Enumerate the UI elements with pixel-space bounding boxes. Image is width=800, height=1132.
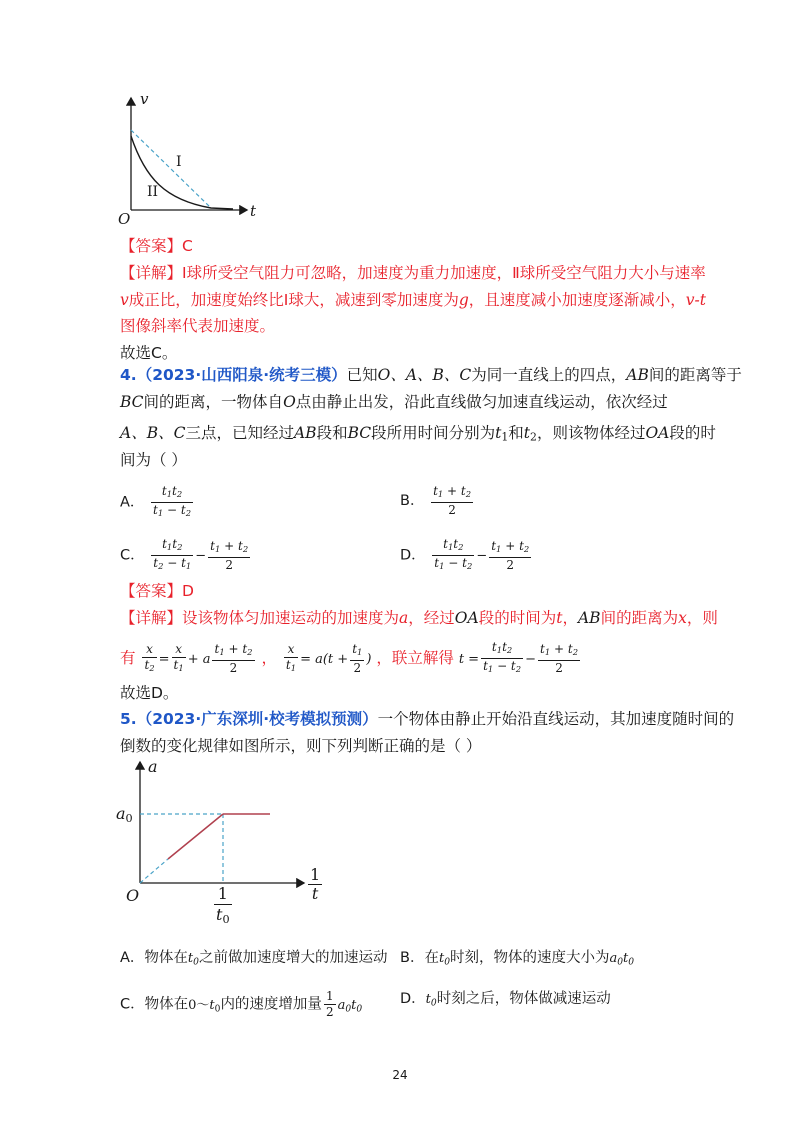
option-4D[interactable]: D． $\frac{t_1t_2}{t_1 - t_2}$ − $\frac{t_1 + t_2}{2}$: [400, 537, 533, 574]
detail-3-text-1: Ⅰ球所受空气阻力可忽略，加速度为重力加速度，Ⅱ球所受空气阻力大小与速率: [182, 264, 706, 282]
q4-sub: 2: [530, 430, 537, 444]
formula: $\frac{t_1t_2}{t_2 - t_1}$: [153, 537, 192, 572]
a0-letter: a: [116, 804, 126, 823]
q4-text: 为同一直线上的四点，: [471, 366, 627, 384]
x-axis-num: 1: [310, 865, 321, 884]
seg-ab: AB: [577, 609, 601, 627]
option-text: 内的速度增加量: [220, 996, 322, 1013]
formula: $\frac{t_1t_2}{t_1 - t_2}$: [153, 484, 192, 519]
tick-num: 1: [214, 884, 232, 905]
d4-text: 设该物体匀加速运动的加速度为: [182, 609, 400, 627]
a-inverse-t-graph: [120, 758, 320, 903]
detail-4-line-2: [120, 640, 582, 677]
var-vt: v-t: [685, 291, 707, 309]
detail-tag: 【详解】: [120, 609, 183, 627]
q4-points: A、B、C: [120, 424, 186, 442]
vt-label-I: I: [176, 154, 182, 170]
var-t: t: [556, 609, 563, 627]
d4-text: ，: [562, 609, 578, 627]
choice-3: 故选C。: [120, 344, 178, 362]
q4-var-t1: t: [495, 424, 502, 442]
q4-text: 点由静止出发，沿此直线做匀加速直线运动，依次经过: [295, 393, 668, 411]
d4-text: ，经过: [408, 609, 455, 627]
option-text: D．: [400, 991, 426, 1007]
formula: $\frac{t_1t_2}{t_1 - t_2}$: [434, 537, 473, 572]
question-5-number: 5.: [120, 710, 137, 728]
math: $a_0t_0$: [609, 951, 635, 968]
question-4-line-4: 间为（ ）: [120, 451, 187, 469]
tick-sub: 0: [222, 912, 230, 926]
math: $t_0$: [187, 951, 199, 968]
math: $t_0$: [425, 992, 437, 1009]
answer-3: 【答案】C: [120, 237, 193, 255]
q4-text: 和: [508, 424, 524, 442]
vt-x-label: t: [250, 202, 257, 220]
d4-text: ，联立解得: [376, 649, 454, 668]
q4-text: 段所用时间分别为: [371, 424, 496, 442]
x-axis-label: [306, 866, 324, 903]
q4-segment: BC: [120, 393, 144, 411]
q4-text: 已知: [346, 366, 378, 384]
x-axis-den: t: [311, 884, 319, 903]
q4-text: 三点，已知经过: [185, 424, 294, 442]
equation-result: t = $\frac{t_1t_2}{t_1 - t_2}$ − $\frac{t_1 + t_2}{2}$: [458, 640, 579, 675]
q4-text: 间的距离等于: [648, 366, 742, 384]
question-4-line-1: [120, 364, 742, 386]
d4-text: ，: [261, 649, 277, 668]
q4-text: ，则该物体经过: [536, 424, 646, 442]
tick-den: t: [216, 905, 223, 924]
answer-4: 【答案】D: [120, 582, 194, 600]
option-4C[interactable]: C． $\frac{t_1t_2}{t_2 - t_1}$ − $\frac{t_1 + t_2}{2}$: [120, 537, 252, 574]
option-text: 之前做加速度增大的加速运动: [198, 950, 388, 966]
d4-text: ，则: [686, 609, 718, 627]
formula: $\frac{t_1 + t_2}{2}$: [433, 484, 472, 518]
q4-sub: 1: [501, 430, 509, 444]
origin-dashed-segment: [140, 859, 168, 883]
tick-label: [212, 884, 234, 930]
detail-tag: 【详解】: [120, 264, 183, 282]
option-4A[interactable]: [120, 484, 195, 521]
vt-label-II: II: [147, 184, 159, 200]
detail-3-text-2: 成正比，加速度始终比Ⅰ球大，减速到零加速度为: [128, 291, 459, 309]
q4-text: 间的距离，一物体自: [143, 393, 284, 411]
question-5-source: （2023·广东深圳·校考模拟预测）: [136, 710, 378, 728]
var-v: v: [120, 291, 129, 309]
option-text: 时刻之后，物体做减速运动: [436, 991, 611, 1007]
detail-3-line-2: [120, 289, 706, 311]
option-5A[interactable]: [120, 948, 387, 972]
seg-oa: OA: [454, 609, 479, 627]
d4-text: 有: [120, 649, 136, 668]
option-5C[interactable]: [120, 989, 362, 1020]
option-text: B．在: [400, 950, 439, 966]
detail-3-text-3: ，且速度减小加速度逐渐减小，: [468, 291, 686, 309]
option-5B[interactable]: [400, 948, 634, 972]
formula: $\frac{t_1 + t_2}{2}$: [491, 538, 530, 572]
a-y-label: a: [148, 757, 158, 776]
vt-origin: O: [118, 210, 131, 228]
q4-text: 段和: [316, 424, 348, 442]
option-label: D．: [400, 547, 426, 564]
math: $\frac{1}{2}$: [325, 989, 334, 1019]
d4-text: 间的距离为: [600, 609, 679, 627]
equation-2: $\frac{x}{t_1}$ = a(t + $\frac{t_1}{2}$ ): [285, 641, 372, 675]
question-5-line-1: [120, 708, 734, 730]
d4-text: 段的时间为: [478, 609, 557, 627]
var-g: g: [458, 291, 469, 309]
option-text: C．物体在: [120, 996, 189, 1013]
math: $t_0$: [438, 951, 450, 968]
math: $a_0t_0$: [337, 997, 363, 1014]
q4-point: O: [283, 393, 296, 411]
a0-label: [116, 804, 133, 825]
option-4B[interactable]: [400, 484, 475, 518]
q4-segment: AB: [626, 366, 649, 384]
q4-text: 段的时: [669, 424, 716, 442]
option-5D[interactable]: [400, 989, 611, 1013]
vt-y-label: v: [140, 90, 149, 108]
q5-text: 一个物体由静止开始沿直线运动，其加速度随时间的: [377, 710, 735, 728]
page-number: 24: [392, 1068, 408, 1082]
var-x: x: [678, 609, 687, 627]
option-text: 时刻，物体的速度大小为: [449, 950, 610, 966]
q4-segment: AB: [293, 424, 317, 442]
q4-points: O、A、B、C: [377, 366, 472, 384]
question-4-number: 4.: [120, 366, 137, 384]
option-text: A．物体在: [120, 950, 188, 966]
question-4-line-3: [120, 422, 716, 449]
detail-4-line-1: [120, 607, 718, 629]
q4-segment: OA: [645, 424, 670, 442]
math: $0\sim t_0$: [188, 997, 221, 1014]
question-5-line-2: 倒数的变化规律如图所示，则下列判断正确的是（ ）: [120, 737, 482, 755]
a0-sub: 0: [125, 811, 133, 825]
option-label: C．: [120, 547, 145, 564]
option-label: A．: [120, 494, 145, 511]
var-a: a: [399, 609, 409, 627]
vt-line-I: [131, 130, 211, 208]
equation-1: $\frac{x}{t_2}$ = $\frac{x}{t_1}$ + a $\frac{t_1 + t_2}{2}$: [144, 641, 253, 675]
option-label: B．: [400, 493, 425, 510]
q4-var-t2: t: [523, 424, 531, 442]
choice-4: 故选D。: [120, 684, 179, 702]
rising-line: [168, 814, 223, 859]
a-origin: O: [126, 886, 140, 905]
question-4-source: （2023·山西阳泉·统考三模）: [136, 366, 347, 384]
detail-3-line-3: 图像斜率代表加速度。: [120, 317, 276, 335]
formula: $\frac{t_1 + t_2}{2}$: [210, 538, 249, 572]
q4-segment: BC: [347, 424, 372, 442]
question-4-line-2: [120, 391, 668, 413]
detail-3-line-1: [120, 262, 706, 284]
